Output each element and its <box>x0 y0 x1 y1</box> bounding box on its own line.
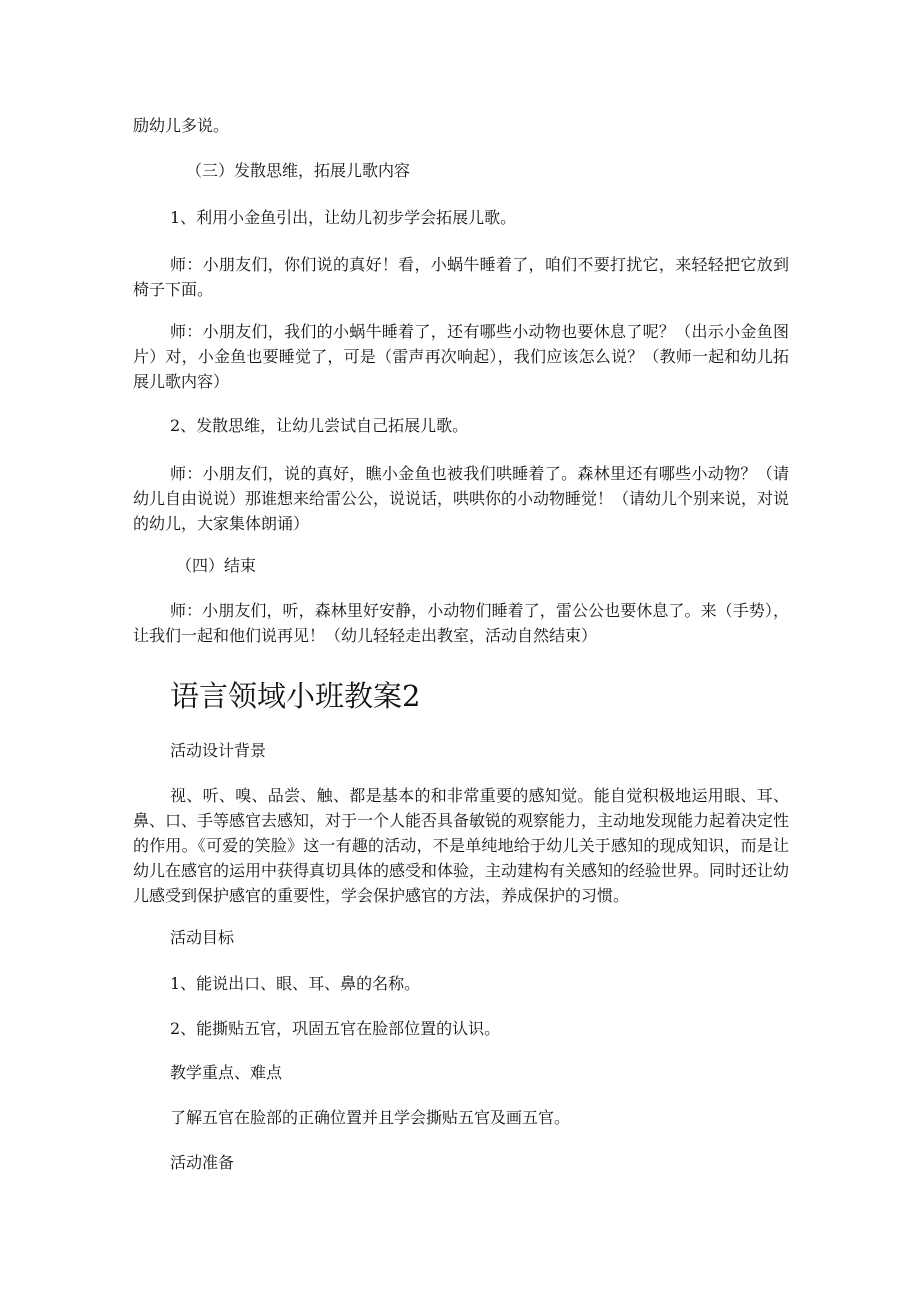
goal-2: 2、能撕贴五官，巩固五官在脸部位置的认识。 <box>170 1019 501 1038</box>
key-points-text: 了解五官在脸部的正确位置并且学会撕贴五官及画五官。 <box>170 1108 571 1127</box>
background-text: 视、听、嗅、品尝、触、都是基本的和非常重要的感知觉。能自觉积极地运用眼、耳、鼻、口、手等感官去感知，对于一个人能否具备敏锐的观察能力，主动地发现能力起着决定性的作用。《可爱的笑脸》这一有趣的活动，不是单纯地给于幼儿关于感知的现成知识，而是让幼儿在感官的运用中获得真切具体的感受和体验，主动建构有关感知的经验世界。同时还让幼儿感受到保护感官的重要性，学会保护感官的方法，养成保护的习惯。 <box>133 786 790 905</box>
preparation-label: 活动准备 <box>170 1153 235 1172</box>
goal-1: 1、能说出口、眼、耳、鼻的名称。 <box>170 974 421 993</box>
teacher-line-3: 师：小朋友们，说的真好，瞧小金鱼也被我们哄睡着了。森林里还有哪些小动物？（请幼儿自由说说）那谁想来给雷公公，说说话，哄哄你的小动物睡觉！（请幼儿个别来说，对说的幼儿，大家集体朗诵） <box>133 464 790 533</box>
lesson-title: 语言领域小班教案2 <box>170 679 421 713</box>
step-2-text: 2、发散思维，让幼儿尝试自己拓展儿歌。 <box>170 416 469 435</box>
teacher-line-4: 师：小朋友们，听，森林里好安静，小动物们睡着了，雷公公也要休息了。来（手势），让我们一起和他们说再见！（幼儿轻轻走出教室，活动自然结束） <box>133 601 789 645</box>
teacher-line-1: 师：小朋友们，你们说的真好！看，小蜗牛睡着了，咱们不要打扰它，来轻轻把它放到椅子下面。 <box>133 255 789 299</box>
paragraph-continuation: 励幼儿多说。 <box>133 116 230 135</box>
key-points-label: 教学重点、难点 <box>170 1063 283 1082</box>
section-heading-three: （三）发散思维，拓展儿歌内容 <box>186 161 411 180</box>
goals-label: 活动目标 <box>170 928 235 947</box>
teacher-line-2: 师：小朋友们，我们的小蜗牛睡着了，还有哪些小动物也要休息了呢？（出示小金鱼图片）对，小金鱼也要睡觉了，可是（雷声再次响起），我们应该怎么说？（教师一起和幼儿拓展儿歌内容） <box>133 322 789 391</box>
step-1-text: 1、利用小金鱼引出，让幼儿初步学会拓展儿歌。 <box>170 208 517 227</box>
background-label: 活动设计背景 <box>170 741 267 760</box>
section-heading-four: （四）结束 <box>176 556 257 575</box>
